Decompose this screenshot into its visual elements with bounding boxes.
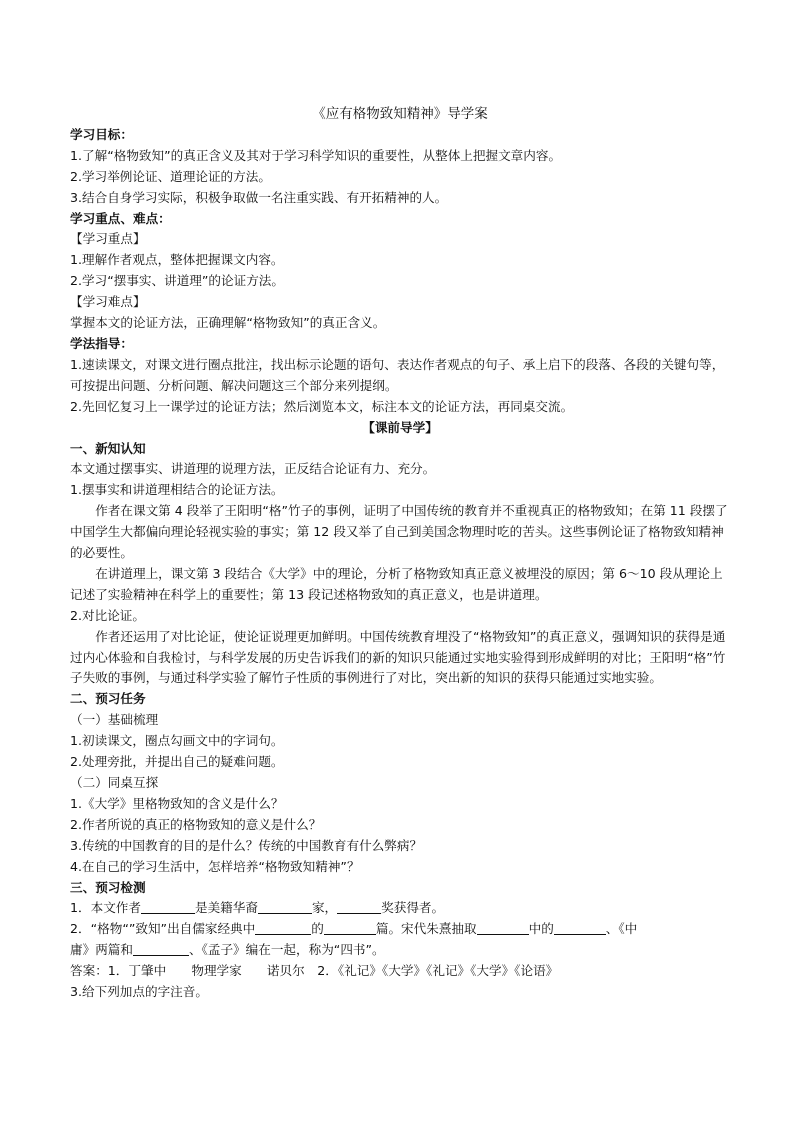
- key-point-item: 1.理解作者观点，整体把握课文内容。: [70, 252, 284, 268]
- fill-blank[interactable]: [255, 920, 311, 935]
- section-heading-key-points: 学习重点、难点：: [70, 210, 171, 226]
- goal-item: 1.了解“格物致知”的真正含义及其对于学习科学知识的重要性，从整体上把握文章内容。: [70, 147, 562, 163]
- part2-group2-item: 3.传统的中国教育的目的是什么？传统的中国教育有什么弊病？: [70, 837, 423, 853]
- goal-item: 3.结合自身学习实际，积极争取做一名注重实践、有开拓精神的人。: [70, 189, 448, 205]
- fill-blank[interactable]: [324, 920, 376, 935]
- question-1: [70, 898, 730, 919]
- key-point-item: 2.学习“摆事实、讲道理”的论证方法。: [70, 273, 284, 289]
- document-title: 《应有格物致知精神》导学案: [312, 106, 488, 122]
- part2-group2-item: 2.作者所说的真正的格物致知的意义是什么？: [70, 816, 322, 832]
- question-text: 的: [311, 921, 324, 937]
- question-text: 、《孟子》编在一起，称为“四书”。: [188, 942, 385, 958]
- question-2: [70, 919, 730, 940]
- document-page: [70, 104, 730, 1003]
- fill-blank[interactable]: [477, 920, 529, 935]
- part3-heading: 三、预习检测: [70, 879, 146, 895]
- key-points-label: 【学习重点】: [70, 231, 146, 247]
- part1-sub1: 1.摆事实和讲道理相结合的论证方法。: [70, 482, 284, 498]
- part2-group2-item: 4.在自己的学习生活中，怎样培养“格物致知精神”？: [70, 858, 360, 874]
- part1-heading: 一、新知认知: [70, 440, 146, 456]
- fill-blank[interactable]: [133, 941, 189, 956]
- part1-para1: 作者在课文第 4 段举了王阳明“格”竹子的事例，证明了中国传统的教育并不重视真正的格物致知；在第 11 段摆了中国学生大都偏向理论轻视实验的事实；第 12 段又举了自己到美国念物理时吃的苦头。这些事例论证了格物致知精神的必要性。: [70, 503, 728, 561]
- question-text: 家，: [311, 900, 338, 916]
- method-item: 1.速读课文，对课文进行圈点批注，找出标示论题的语句、表达作者观点的句子、承上启下的段落、各段的关键句等，可按提出问题、分析问题、解决问题这三个部分来列提纲。: [70, 356, 725, 393]
- part2-heading: 二、预习任务: [70, 691, 146, 707]
- part2-group1-item: 2.处理旁批，并提出自己的疑难问题。: [70, 754, 284, 770]
- answer-line: 答案：1．丁肇中 物理学家 诺贝尔 2．《礼记》《大学》《礼记》《大学》《论语》: [70, 963, 559, 979]
- question-text: 2．“格物“”致知”出自儒家经典中: [70, 921, 256, 937]
- part1-para3: 作者还运用了对比论证，使论证说理更加鲜明。中国传统教育埋没了“格物致知”的真正意义，强调知识的获得是通过内心体验和自我检讨，与科学发展的历史告诉我们的新的知识只能通过实地实验得到形成鲜明的对比；王阳明“格”竹子失败的事例，与通过科学实验了解竹子性质的事例进行了对比，突出新的知识的获得只能通过实地实验。: [70, 628, 726, 686]
- question-3: 3.给下列加点的字注音。: [70, 984, 208, 1000]
- goal-item: 2.学习举例论证、道理论证的方法。: [70, 168, 271, 184]
- question-text: 是美籍华裔: [194, 900, 258, 916]
- part2-group2: （二）同桌互探: [70, 775, 159, 790]
- section-heading-method: 学法指导：: [70, 335, 133, 351]
- part1-intro: 本文通过摆事实、讲道理的说理方法，正反结合论证有力、充分。: [70, 461, 436, 477]
- question-text: 奖获得者。: [381, 900, 445, 916]
- question-text: 、《中: [605, 921, 638, 937]
- part2-group2-item: 1.《大学》里格物致知的含义是什么？: [70, 795, 284, 811]
- part1-para2: 在讲道理上，课文第 3 段结合《大学》中的理论，分析了格物致知真正意义被埋没的原因；第 6～10 段从理论上记述了实验精神在科学上的重要性；第 13 段记述格物致知的真正意义，也是讲道理。: [70, 565, 723, 602]
- part2-group1: （一）基础梳理: [70, 712, 159, 728]
- part2-group1-item: 1.初读课文，圈点勾画文中的字词句。: [70, 733, 284, 749]
- section-heading-goals: 学习目标：: [70, 126, 133, 142]
- fill-blank[interactable]: [258, 899, 312, 914]
- fill-blank[interactable]: [337, 899, 381, 914]
- question-text: 庸》两篇和: [70, 942, 133, 958]
- difficulty-label: 【学习难点】: [70, 294, 146, 310]
- question-text: 篇。宋代朱熹抽取: [375, 921, 477, 937]
- fill-blank[interactable]: [141, 899, 195, 914]
- fill-blank[interactable]: [554, 920, 606, 935]
- pre-study-heading: 【课前导学】: [362, 419, 438, 435]
- difficulty-text: 掌握本文的论证方法，正确理解“格物致知”的真正含义。: [70, 315, 386, 331]
- question-2-continued: [70, 940, 730, 961]
- part1-sub2: 2.对比论证。: [70, 607, 145, 623]
- method-item: 2.先回忆复习上一课学过的论证方法；然后浏览本文，标注本文的论证方法，再同桌交流。: [70, 398, 574, 414]
- question-text: 1．本文作者: [70, 900, 141, 916]
- question-text: 中的: [528, 921, 554, 937]
